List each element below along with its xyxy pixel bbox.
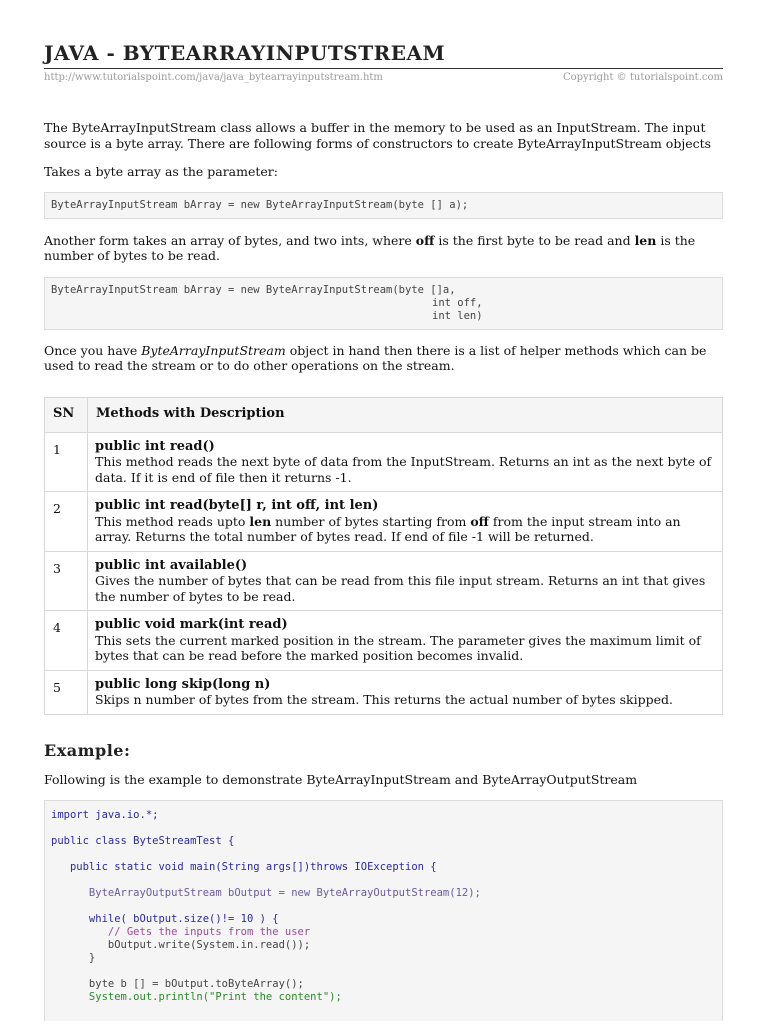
code-line: ByteArrayInputStream bArray = new ByteArrayInputStream(byte []a,	[51, 283, 456, 296]
column-header-methods: Methods with Description	[88, 397, 723, 432]
table-row	[45, 492, 723, 552]
text-bold: len	[249, 513, 272, 529]
table-header-row	[45, 397, 723, 432]
copyright: Copyright © tutorialspoint.com	[562, 72, 723, 83]
code-line: }	[51, 952, 96, 964]
page-meta	[44, 72, 723, 83]
column-header-sn: SN	[45, 397, 88, 432]
text-bold: off	[470, 513, 489, 529]
row-method	[88, 611, 723, 671]
method-signature: public int read()	[95, 438, 215, 454]
page-title: JAVA - BYTEARRAYINPUTSTREAM	[44, 41, 446, 65]
code-line: import java.io.*;	[51, 809, 159, 821]
code-block-constructor-1	[44, 192, 723, 219]
helper-methods-paragraph	[44, 343, 723, 374]
method-signature: public void mark(int read)	[95, 617, 288, 632]
text-run: number of bytes starting from	[271, 513, 471, 529]
text-italic: ByteArrayInputStream	[141, 342, 286, 358]
another-form-paragraph	[44, 233, 723, 264]
row-sn: 4	[45, 611, 88, 671]
takes-byte-array-text: Takes a byte array as the parameter:	[44, 164, 278, 179]
text-run: Once you have	[44, 342, 142, 358]
method-signature: public int read(byte[] r, int off, int len)	[95, 498, 379, 513]
page	[44, 40, 723, 1021]
text-bold-len: len	[634, 232, 657, 248]
code-line: int len)	[432, 309, 483, 322]
row-method	[88, 492, 723, 552]
code-line: public static void main(String args[])throws IOException {	[51, 861, 437, 873]
method-signature: public long skip(long n)	[95, 676, 271, 692]
row-sn: 1	[45, 432, 88, 492]
row-sn: 3	[45, 551, 88, 611]
table-row	[45, 551, 723, 611]
text-run: object in hand then there is a list of helper methods which can be used to read the stream or to do other operations on the stream.	[44, 342, 707, 373]
code-line: ByteArrayOutputStream bOutput = new ByteArrayOutputStream(12);	[51, 887, 481, 899]
text-run: from the input stream into an array. Returns the total number of bytes read. If end of file -1 will be returned.	[95, 513, 681, 544]
row-method	[88, 551, 723, 611]
code-block-constructor-2	[44, 277, 723, 330]
code-line: int off,	[432, 296, 483, 309]
text-run: Another form takes an array of bytes, and two ints, where	[44, 232, 416, 248]
example-description: Following is the example to demonstrate ByteArrayInputStream and ByteArrayOutputStream	[44, 771, 638, 787]
method-description: Skips n number of bytes from the stream. This returns the actual number of bytes skipped.	[95, 692, 674, 707]
text-run: This method reads upto	[95, 513, 250, 529]
method-signature: public int available()	[95, 557, 248, 573]
method-description: This sets the current marked position in the stream. The parameter gives the maximum limit of bytes that can be read before the marked position becomes invalid.	[95, 632, 701, 663]
row-sn: 2	[45, 492, 88, 552]
intro-paragraph: The ByteArrayInputStream class allows a buffer in the memory to be used as an InputStream. The input source is a byte array. There are following forms of constructors to create ByteArrayInputStream objects	[44, 120, 712, 151]
code-line: byte b [] = bOutput.toByteArray();	[51, 978, 304, 990]
text-bold-off: off	[415, 232, 435, 248]
code-line: ByteArrayInputStream bArray = new ByteArrayInputStream(byte [] a);	[51, 198, 469, 211]
methods-table	[44, 397, 723, 715]
row-method	[88, 670, 723, 714]
method-description	[95, 514, 715, 545]
code-line: bOutput.write(System.in.read());	[51, 939, 311, 951]
table-row	[45, 432, 723, 492]
table-row	[45, 670, 723, 714]
text-run: is the first byte to be read and	[434, 232, 635, 248]
method-description: This method reads the next byte of data from the InputStream. Returns an int as the next byte of data. If it is end of file then it returns -1.	[95, 454, 712, 485]
code-line: System.out.println("Print the content");	[51, 991, 342, 1003]
code-line: public class ByteStreamTest {	[51, 835, 235, 847]
code-comment-line: // Gets the inputs from the user	[51, 926, 311, 938]
row-sn: 5	[45, 670, 88, 714]
method-description: Gives the number of bytes that can be read from this file input stream. Returns an int that gives the number of bytes to be read.	[95, 573, 706, 604]
example-heading: Example:	[44, 740, 131, 760]
title-rule	[44, 68, 723, 69]
text-run: is the number of bytes to be read.	[44, 232, 696, 263]
code-line: while( bOutput.size()!= 10 ) {	[51, 913, 279, 925]
row-method	[88, 432, 723, 492]
table-row	[45, 611, 723, 671]
source-url[interactable]: http://www.tutorialspoint.com/java/java_bytearrayinputstream.htm	[44, 72, 383, 83]
code-block-example	[44, 800, 723, 1021]
